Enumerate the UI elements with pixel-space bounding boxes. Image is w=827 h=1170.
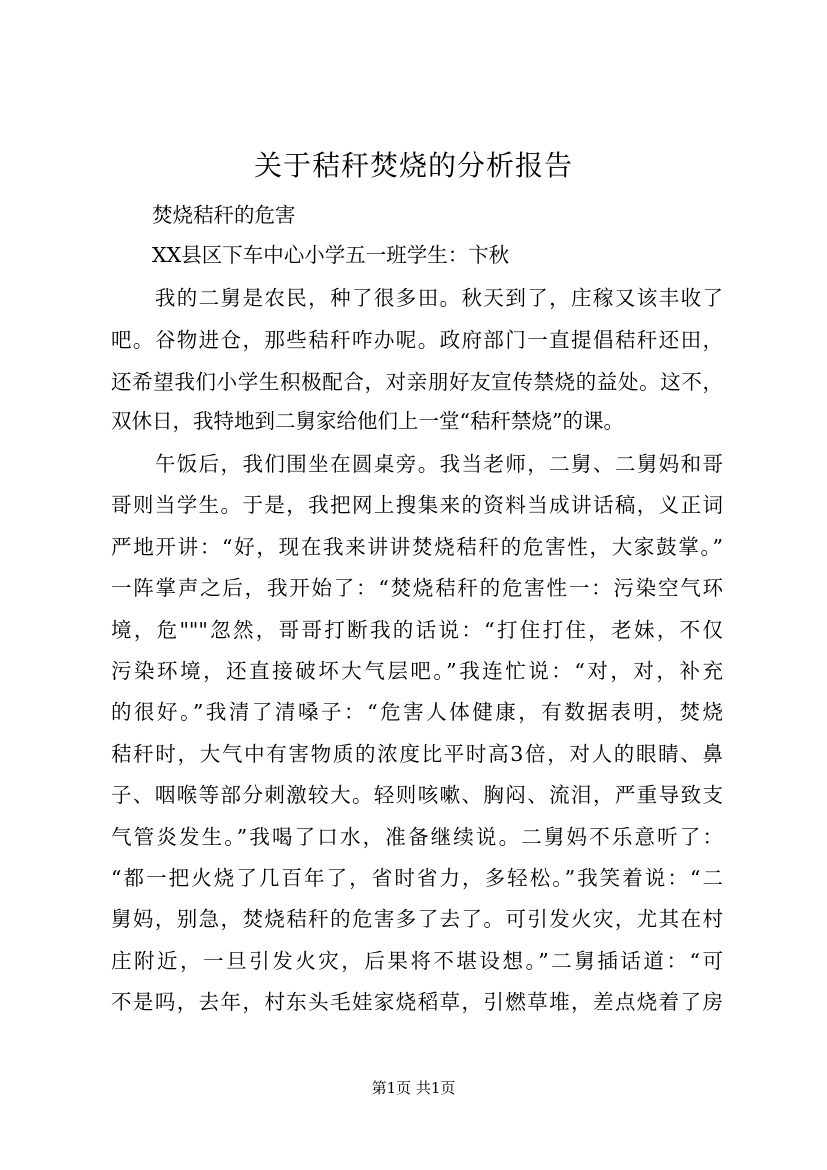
body-line: 的很好。”我清了清嗓子：“危害人体健康，有数据表明，焚烧 <box>111 700 723 724</box>
body-line: 气管炎发生。”我喝了口水，准备继续说。二舅妈不乐意听了： <box>111 825 723 849</box>
author-line: XX县区下车中心小学五一班学生：卞秋 <box>111 243 510 267</box>
heading-line: 焚烧秸秆的危害 <box>111 203 296 227</box>
body-line: 境，危"""忽然，哥哥打断我的话说：“打住打住，老妹，不仅 <box>111 618 723 642</box>
body-line: 严地开讲：“好，现在我来讲讲焚烧秸秆的危害性，大家鼓掌。” <box>111 535 723 559</box>
body-line: 吧。谷物进仓，那些秸秆咋办呢。政府部门一直提倡秸秆还田， <box>111 328 723 352</box>
page-footer: 第1页 共1页 <box>371 1079 456 1097</box>
body-line: 秸秆时，大气中有害物质的浓度比平时高3倍，对人的眼睛、鼻 <box>111 742 723 766</box>
body-line: 不是吗，去年，村东头毛娃家烧稻草，引燃草堆，差点烧着了房 <box>111 990 723 1014</box>
body-line: 午饭后，我们围坐在圆桌旁。我当老师，二舅、二舅妈和哥 <box>111 452 723 476</box>
body-line: 还希望我们小学生积极配合，对亲朋好友宣传禁烧的益处。这不， <box>111 370 723 394</box>
body-line: 我的二舅是农民，种了很多田。秋天到了，庄稼又该丰收了 <box>111 286 723 310</box>
body-line: 一阵掌声之后，我开始了：“焚烧秸秆的危害性一：污染空气环 <box>111 576 723 600</box>
body-line: 哥则当学生。于是，我把网上搜集来的资料当成讲话稿，义正词 <box>111 493 723 517</box>
body-line: “都一把火烧了几百年了，省时省力，多轻松。”我笑着说：“二 <box>111 866 723 890</box>
body-line: 子、咽喉等部分刺激较大。轻则咳嗽、胸闷、流泪，严重导致支 <box>111 783 723 807</box>
body-line: 污染环境，还直接破坏大气层吧。”我连忙说：“对，对，补充 <box>111 659 723 683</box>
document-title: 关于秸秆焚烧的分析报告 <box>253 149 573 182</box>
body-line: 庄附近，一旦引发火灾，后果将不堪设想。”二舅插话道：“可 <box>111 949 723 973</box>
body-line: 舅妈，别急，焚烧秸秆的危害多了去了。可引发火灾，尤其在村 <box>111 907 723 931</box>
body-line: 双休日，我特地到二舅家给他们上一堂“秸秆禁烧”的课。 <box>111 409 624 433</box>
